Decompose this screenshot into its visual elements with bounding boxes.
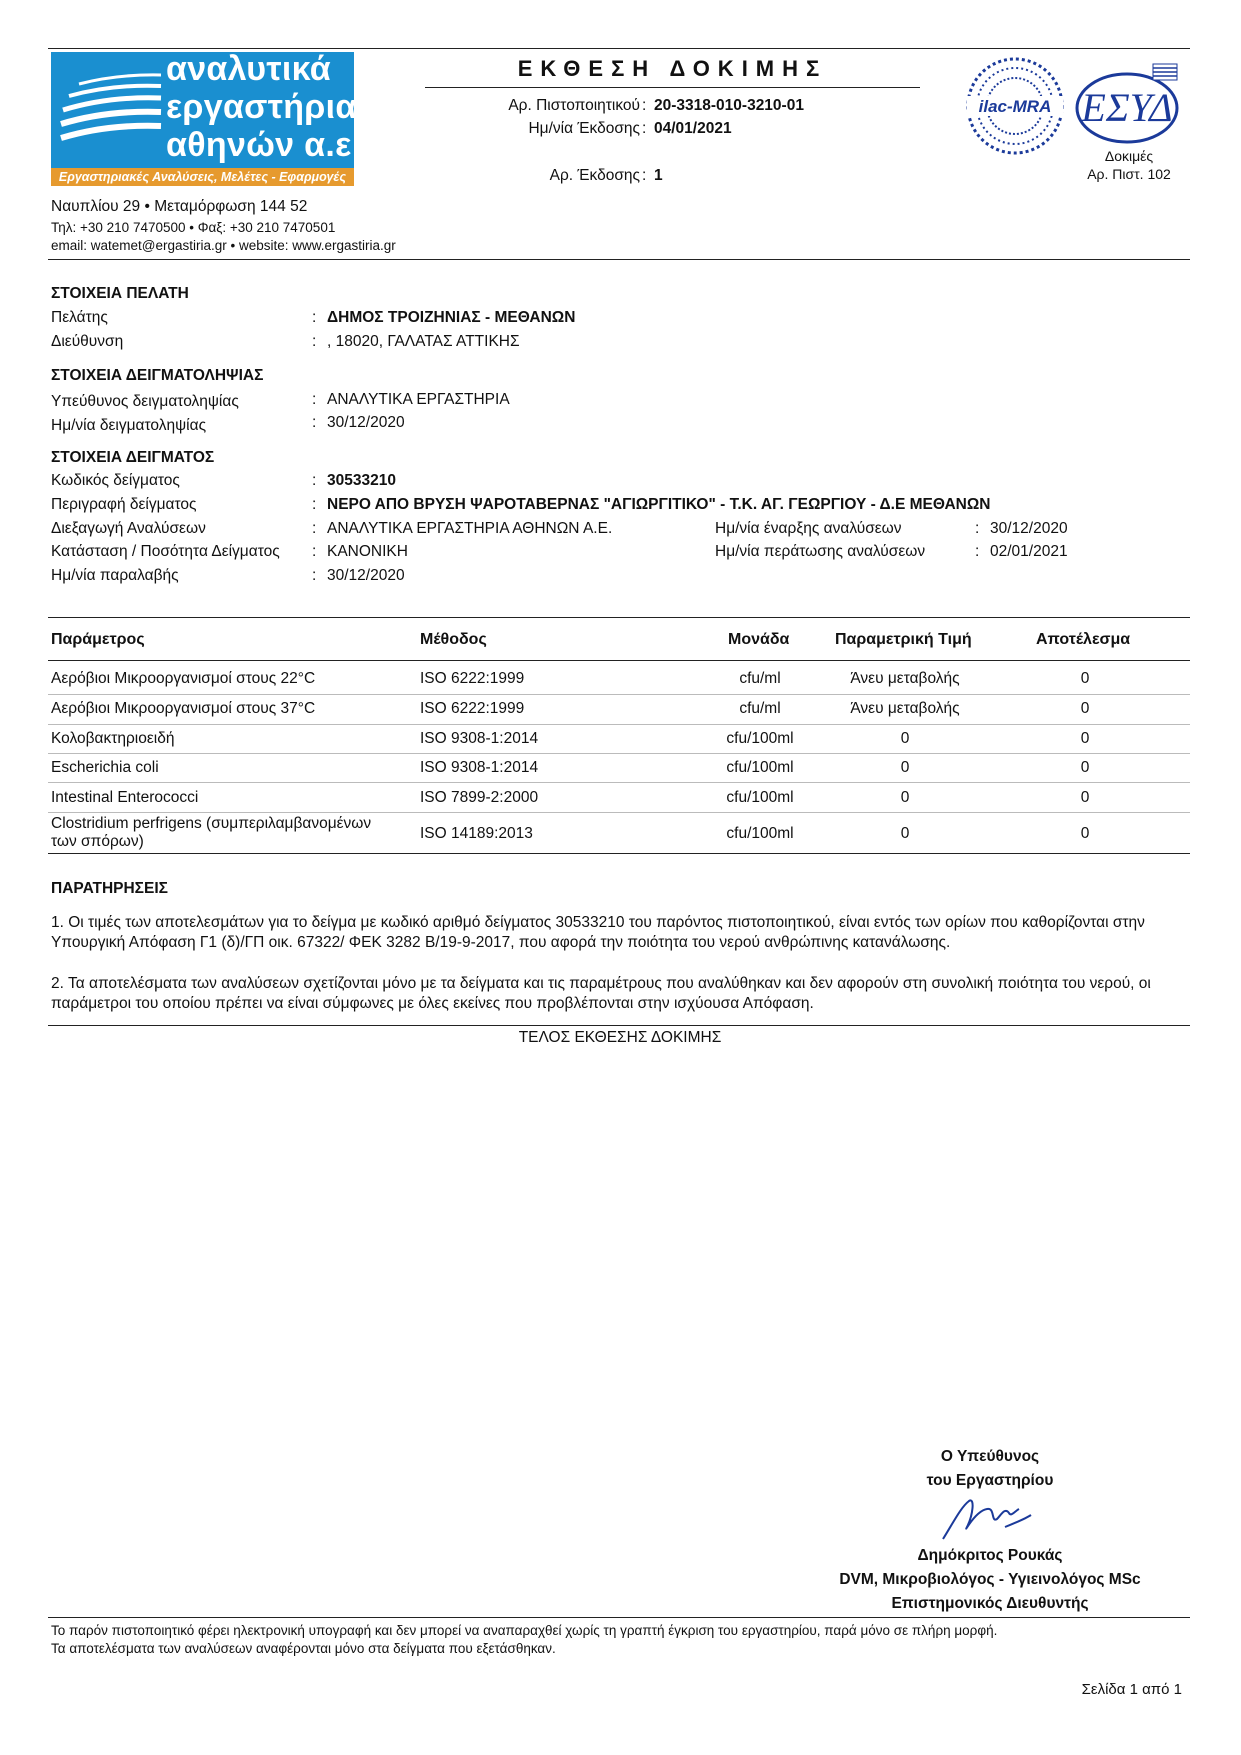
table-row-6-unit: cfu/100ml xyxy=(726,825,794,842)
table-row-4-parametric: 0 xyxy=(900,759,910,776)
row-divider xyxy=(48,724,1190,725)
table-row-4-method: ISO 9308-1:2014 xyxy=(420,759,539,776)
sample-start-value: 30/12/2020 xyxy=(990,520,1068,537)
table-row-1-method: ISO 6222:1999 xyxy=(420,670,525,687)
sample-code-label: Κωδικός δείγματος xyxy=(51,472,180,489)
sample-analysis-label: Διεξαγωγή Αναλύσεων xyxy=(51,520,206,537)
table-row-4-unit: cfu/100ml xyxy=(726,759,794,776)
table-row-2-parametric: Άνευ μεταβολής xyxy=(850,700,960,717)
cert-colon: : xyxy=(642,97,647,114)
table-row-2-method: ISO 6222:1999 xyxy=(420,700,525,717)
sample-end-colon: : xyxy=(975,543,980,560)
issue-date-value: 04/01/2021 xyxy=(654,120,732,137)
sampling-date-colon: : xyxy=(312,414,317,431)
sample-code-value: 30533210 xyxy=(327,472,396,489)
sample-start-label: Ημ/νία έναρξης αναλύσεων xyxy=(715,520,902,537)
sampling-responsible-value: ΑΝΑΛΥΤΙΚΑ ΕΡΓΑΣΤΗΡΙΑ xyxy=(327,391,510,408)
issue-date-colon: : xyxy=(642,120,647,137)
signatory-title-2: Επιστημονικός Διευθυντής xyxy=(891,1595,1089,1612)
issue-no-label: Αρ. Έκδοσης xyxy=(549,167,640,184)
ilac-text: ilac-MRA xyxy=(978,97,1052,116)
footer-rule xyxy=(48,1617,1190,1618)
table-row-2-parameter: Αερόβιοι Μικροοργανισμοί στους 37°C xyxy=(51,700,316,717)
table-row-1-unit: cfu/ml xyxy=(739,670,781,687)
sample-code-colon: : xyxy=(312,472,317,489)
issue-no-value: 1 xyxy=(654,167,663,184)
row-divider xyxy=(48,812,1190,813)
table-row-4-parameter: Escherichia coli xyxy=(51,759,159,776)
table-row-2-unit: cfu/ml xyxy=(739,700,781,717)
report-title: ΕΚΘΕΣΗ ΔΟΚΙΜΗΣ xyxy=(517,56,828,81)
logo-line-1: αναλυτικά xyxy=(166,50,331,88)
remark-2: 2. Τα αποτελέσματα των αναλύσεων σχετίζονται μόνο με τα δείγματα και τις παραμέτρους που αναλύθηκαν και δεν αφορούν στη συνολική ποιότητα του νερού, οι παράμετροι του οποίου πρέπει να είναι σύμφωνες με όλες εκείνες που προβλέπονται στην ισχύουσα Απόφαση. xyxy=(51,975,1151,1012)
sampling-date-label: Ημ/νία δειγματοληψίας xyxy=(51,417,207,434)
client-address-colon: : xyxy=(312,333,317,350)
lab-phone: Τηλ: +30 210 7470500 • Φαξ: +30 210 7470501 xyxy=(51,220,336,235)
sample-receipt-colon: : xyxy=(312,567,317,584)
sample-receipt-value: 30/12/2020 xyxy=(327,567,405,584)
table-header-rule xyxy=(48,660,1190,661)
sampling-date-value: 30/12/2020 xyxy=(327,414,405,431)
table-row-3-method: ISO 9308-1:2014 xyxy=(420,730,539,747)
lab-email: email: watemet@ergastiria.gr • website: www.ergastiria.gr xyxy=(51,238,396,253)
sample-condition-colon: : xyxy=(312,543,317,560)
client-heading: ΣΤΟΙΧΕΙΑ ΠΕΛΑΤΗ xyxy=(51,285,189,302)
end-of-report: ΤΕΛΟΣ ΕΚΘΕΣΗΣ ΔΟΚΙΜΗΣ xyxy=(518,1029,722,1046)
sample-receipt-label: Ημ/νία παραλαβής xyxy=(51,567,179,584)
logo-line-3: αθηνών α.ε xyxy=(166,126,352,164)
row-divider xyxy=(48,753,1190,754)
sample-desc-colon: : xyxy=(312,496,317,513)
esyd-caption-1: Δοκιμές xyxy=(1104,148,1154,164)
row-divider xyxy=(48,782,1190,783)
client-address-label: Διεύθυνση xyxy=(51,333,124,350)
col-header-parametric-value: Παραμετρική Τιμή xyxy=(835,631,972,648)
table-row-3-parameter: Κολοβακτηριοειδή xyxy=(51,730,175,747)
sample-heading: ΣΤΟΙΧΕΙΑ ΔΕΙΓΜΑΤΟΣ xyxy=(51,449,215,466)
sample-start-colon: : xyxy=(975,520,980,537)
wave-icon xyxy=(57,66,165,162)
sample-end-value: 02/01/2021 xyxy=(990,543,1068,560)
table-row-3-parametric: 0 xyxy=(900,730,910,747)
table-row-3-result: 0 xyxy=(1080,730,1090,747)
esyd-badge xyxy=(1073,62,1185,146)
table-row-5-parametric: 0 xyxy=(900,789,910,806)
col-header-method: Μέθοδος xyxy=(420,631,487,648)
esyd-caption-2: Αρ. Πιστ. 102 xyxy=(1087,166,1171,182)
table-row-5-parameter: Intestinal Enterococci xyxy=(51,789,199,806)
client-name-label: Πελάτης xyxy=(51,309,108,326)
cert-value: 20-3318-010-3210-01 xyxy=(654,97,804,114)
ilac-mra-badge xyxy=(965,56,1065,156)
table-row-6-result: 0 xyxy=(1080,825,1090,842)
remark-1: 1. Οι τιμές των αποτελεσμάτων για το δείγμα με κωδικό αριθμό δείγματος 30533210 του παρόντος πιστοποιητικού, είναι εντός των ορίων που καθορίζονται στην Υπουργική Απόφαση Γ1 (δ)/ΓΠ οικ. 67322/ ΦΕΚ 3282 Β/19-9-2017, που αφορά την ποιότητα του νερού ανθρώπινης κατανάλωσης. xyxy=(51,914,1145,951)
issue-no-colon: : xyxy=(642,167,647,184)
table-row-3-unit: cfu/100ml xyxy=(726,730,794,747)
remarks-heading: ΠΑΡΑΤΗΡΗΣΕΙΣ xyxy=(51,880,168,897)
sample-analysis-colon: : xyxy=(312,520,317,537)
cert-label: Αρ. Πιστοποιητικού xyxy=(508,97,640,114)
table-row-6-parametric: 0 xyxy=(900,825,910,842)
page-number: Σελίδα 1 από 1 xyxy=(1081,1681,1182,1698)
header-rule xyxy=(48,259,1190,260)
client-name-value: ΔΗΜΟΣ ΤΡΟΙΖΗΝΙΑΣ - ΜΕΘΑΝΩΝ xyxy=(327,309,576,326)
sample-desc-value: ΝΕΡΟ ΑΠΟ ΒΡΥΣΗ ΨΑΡΟΤΑΒΕΡΝΑΣ "ΑΓΙΩΡΓΙΤΙΚΟ" - Τ.Κ. ΑΓ. ΓΕΩΡΓΙΟΥ - Δ.Ε ΜΕΘΑΝΩΝ xyxy=(327,496,991,513)
esyd-text: ΕΣΥΔ xyxy=(1081,85,1173,130)
title-underline xyxy=(425,87,920,88)
issue-date-label: Ημ/νία Έκδοσης xyxy=(528,120,640,137)
table-row-6-parameter: Clostridium perfrigens (συμπεριλαμβανομένων των σπόρων) xyxy=(51,815,372,850)
signatory-name: Δημόκριτος Ρουκάς xyxy=(917,1547,1063,1564)
sample-condition-value: ΚΑΝΟΝΙΚΗ xyxy=(327,543,408,560)
sampling-responsible-label: Υπεύθυνος δειγματοληψίας xyxy=(51,393,239,410)
table-bottom-rule xyxy=(48,853,1190,854)
signature-scribble xyxy=(935,1493,1035,1545)
col-header-unit: Μονάδα xyxy=(728,631,790,648)
col-header-result: Αποτέλεσμα xyxy=(1036,631,1131,648)
lab-address: Ναυπλίου 29 • Μεταμόρφωση 144 52 xyxy=(51,198,308,215)
sample-end-label: Ημ/νία περάτωσης αναλύσεων xyxy=(715,543,926,560)
row-divider xyxy=(48,694,1190,695)
col-header-parameter: Παράμετρος xyxy=(51,631,145,648)
table-row-1-parametric: Άνευ μεταβολής xyxy=(850,670,960,687)
table-row-5-method: ISO 7899-2:2000 xyxy=(420,789,539,806)
table-row-1-parameter: Αερόβιοι Μικροοργανισμοί στους 22°C xyxy=(51,670,316,687)
signature-line-1: Ο Υπεύθυνος xyxy=(940,1448,1040,1465)
logo-tagline: Εργαστηριακές Αναλύσεις, Μελέτες - Εφαρμογές xyxy=(51,168,354,186)
signatory-title-1: DVM, Μικροβιολόγος - Υγιεινολόγος MSc xyxy=(839,1571,1141,1588)
remarks-rule xyxy=(48,1025,1190,1026)
logo-line-2: εργαστήρια xyxy=(166,88,357,126)
client-name-colon: : xyxy=(312,309,317,326)
top-rule xyxy=(48,48,1190,49)
sampling-responsible-colon: : xyxy=(312,391,317,408)
sample-analysis-value: ΑΝΑΛΥΤΙΚΑ ΕΡΓΑΣΤΗΡΙΑ ΑΘΗΝΩΝ Α.Ε. xyxy=(327,520,613,537)
table-row-5-result: 0 xyxy=(1080,789,1090,806)
table-row-5-unit: cfu/100ml xyxy=(726,789,794,806)
table-row-2-result: 0 xyxy=(1080,700,1090,717)
table-top-rule xyxy=(48,617,1190,618)
table-row-4-result: 0 xyxy=(1080,759,1090,776)
table-row-1-result: 0 xyxy=(1080,670,1090,687)
sampling-heading: ΣΤΟΙΧΕΙΑ ΔΕΙΓΜΑΤΟΛΗΨΙΑΣ xyxy=(51,367,264,384)
sample-desc-label: Περιγραφή δείγματος xyxy=(51,496,197,513)
company-logo xyxy=(51,50,357,186)
client-address-value: , 18020, ΓΑΛΑΤΑΣ ΑΤΤΙΚΗΣ xyxy=(327,333,520,350)
signature-line-2: του Εργαστηρίου xyxy=(926,1472,1054,1489)
footer-line-1: Το παρόν πιστοποιητικό φέρει ηλεκτρονική υπογραφή και δεν μπορεί να αναπαραχθεί χωρίς τη γραπτή έγκριση του εργαστηρίου, παρά μόνο σε πλήρη μορφή. xyxy=(51,1623,998,1638)
footer-line-2: Τα αποτελέσματα των αναλύσεων αναφέρονται μόνο στα δείγματα που εξετάσθηκαν. xyxy=(51,1641,556,1656)
sample-condition-label: Κατάσταση / Ποσότητα Δείγματος xyxy=(51,543,280,560)
table-row-6-method: ISO 14189:2013 xyxy=(420,825,533,842)
